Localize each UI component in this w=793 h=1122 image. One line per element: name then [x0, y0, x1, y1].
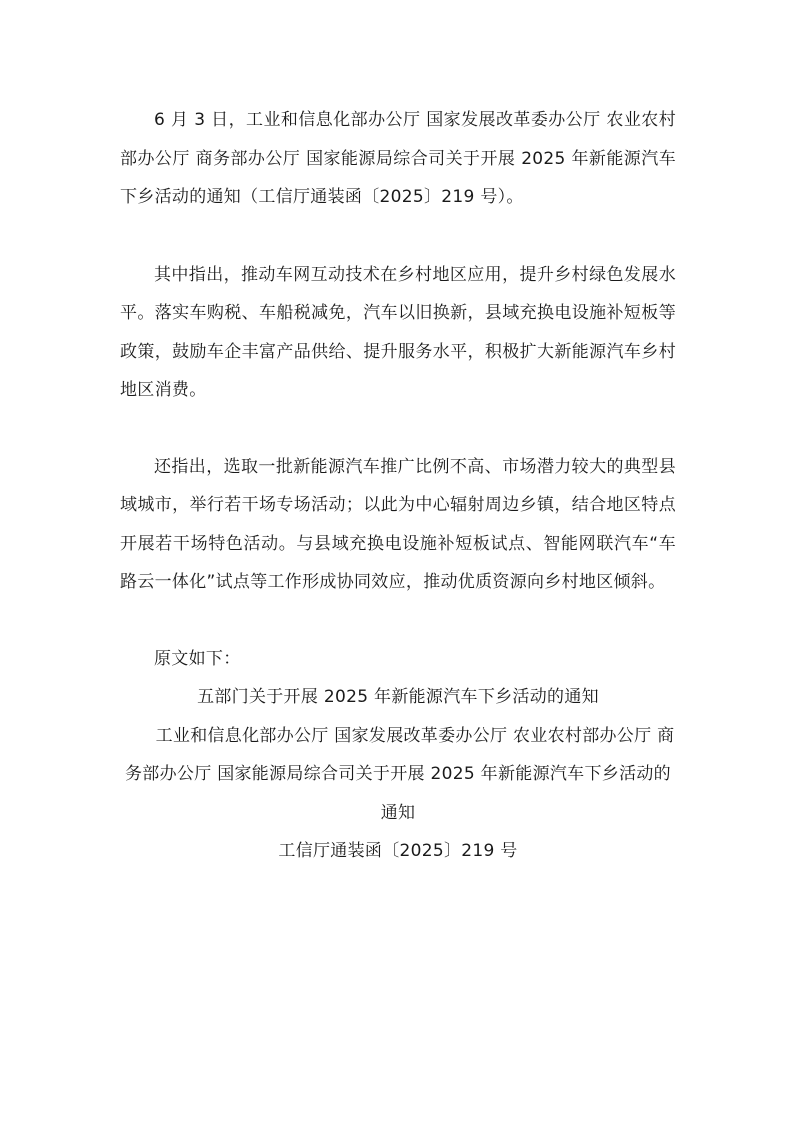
issuer-heading-text: 工业和信息化部办公厅 国家发展改革委办公厅 农业农村部办公厅 商务部办公厅 国家能源局综合司关于开展 2025 年新能源汽车下乡活动的通知 — [125, 725, 675, 823]
document-number: 工信厅通装函〔2025〕219 号 — [278, 841, 518, 861]
intro-paragraph: 6 月 3 日，工业和信息化部办公厅 国家发展改革委办公厅 农业农村部办公厅 商务部办公厅 国家能源局综合司关于开展 2025 年新能源汽车下乡活动的通知（工信厅通装函〔2025〕219 号）。 — [120, 110, 676, 207]
key-points-paragraph: 其中指出，推动车网互动技术在乡村地区应用，提升乡村绿色发展水平。落实车购税、车船税减免，汽车以旧换新，县域充换电设施补短板等政策，鼓励车企丰富产品供给、提升服务水平，积极扩大新能源汽车乡村地区消费。 — [120, 264, 676, 400]
issuer-heading — [120, 717, 676, 833]
document-page — [120, 101, 676, 871]
notice-title: 五部门关于开展 2025 年新能源汽车下乡活动的通知 — [197, 687, 599, 707]
original-text-label: 原文如下： — [154, 648, 241, 669]
additional-points-paragraph: 还指出，选取一批新能源汽车推广比例不高、市场潜力较大的典型县域城市，举行若干场专场活动；以此为中心辐射周边乡镇，结合地区特点开展若干场特色活动。与县域充换电设施补短板试点、智能网联汽车“车路云一体化”试点等工作形成协同效应，推动优质资源向乡村地区倾斜。 — [120, 456, 676, 592]
